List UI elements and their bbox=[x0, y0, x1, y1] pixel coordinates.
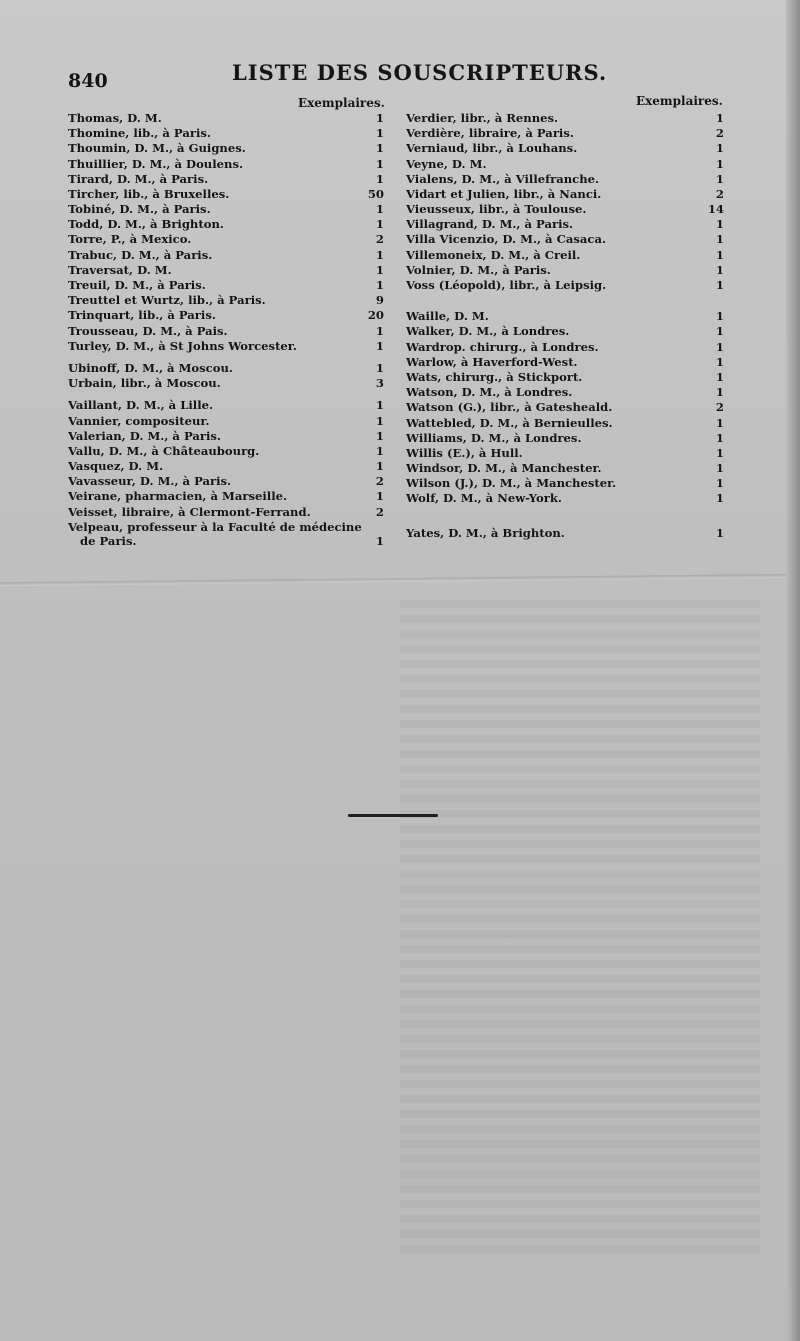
subscriber-name: Vavasseur, D. M., à Paris. bbox=[68, 474, 232, 489]
subscriber-name: Valerian, D. M., à Paris. bbox=[68, 428, 221, 443]
subscriber-entry bbox=[406, 217, 724, 232]
subscriber-entry bbox=[406, 370, 724, 385]
subscriber-entry bbox=[68, 444, 384, 459]
subscriber-name: Yates, D. M., à Brighton. bbox=[406, 525, 565, 540]
left-column bbox=[68, 111, 384, 549]
subscriber-entry bbox=[406, 126, 724, 141]
subscriber-entry bbox=[406, 263, 724, 278]
bleed-through-texture bbox=[400, 600, 760, 1260]
subscriber-entry bbox=[68, 217, 384, 232]
subscriber-entry bbox=[406, 172, 724, 187]
subscriber-name: Trabuc, D. M., à Paris. bbox=[68, 247, 213, 262]
subscriber-entry bbox=[68, 187, 384, 202]
page-edge bbox=[786, 0, 800, 1341]
subscriber-name: Torre, P., à Mexico. bbox=[68, 232, 192, 247]
subscriber-name: Verdière, libraire, à Paris. bbox=[406, 126, 574, 141]
subscriber-entry bbox=[406, 385, 724, 400]
copies-count: 1 bbox=[375, 413, 384, 428]
subscriber-name: Windsor, D. M., à Manchester. bbox=[406, 461, 602, 476]
subscriber-entry bbox=[68, 172, 384, 187]
copies-count: 20 bbox=[367, 308, 384, 323]
copies-count: 1 bbox=[715, 525, 724, 540]
copies-count: 1 bbox=[715, 339, 724, 354]
subscriber-entry bbox=[406, 309, 724, 324]
subscriber-entry bbox=[406, 492, 724, 507]
copies-count: 2 bbox=[375, 504, 384, 519]
copies-count: 2 bbox=[375, 474, 384, 489]
subscriber-entry bbox=[406, 111, 724, 126]
subscriber-name: Urbain, libr., à Moscou. bbox=[68, 376, 221, 391]
subscriber-entry bbox=[406, 141, 724, 156]
subscriber-entry bbox=[406, 446, 724, 461]
copies-count: 1 bbox=[375, 171, 384, 186]
subscriber-group-v bbox=[406, 111, 724, 293]
subscriber-name: Thomine, lib., à Paris. bbox=[68, 126, 211, 141]
subscriber-name: Veirane, pharmacien, à Marseille. bbox=[68, 489, 288, 504]
copies-count: 1 bbox=[715, 156, 724, 171]
subscriber-entry bbox=[68, 141, 384, 156]
subscriber-entry bbox=[68, 324, 384, 339]
subscriber-entry bbox=[68, 111, 384, 126]
subscriber-name: Tirard, D. M., à Paris. bbox=[68, 171, 209, 186]
subscriber-name: Veyne, D. M. bbox=[406, 156, 487, 171]
subscriber-entry bbox=[68, 339, 384, 354]
subscriber-name: Volnier, D. M., à Paris. bbox=[406, 262, 551, 277]
page-number: 840 bbox=[68, 70, 108, 92]
right-column bbox=[406, 111, 724, 541]
copies-count: 1 bbox=[375, 110, 384, 125]
subscriber-name-continued: de Paris. bbox=[80, 533, 137, 548]
subscriber-name: Thomas, D. M. bbox=[68, 110, 162, 125]
copies-count: 1 bbox=[715, 232, 724, 247]
subscriber-name: Turley, D. M., à St Johns Worcester. bbox=[68, 338, 297, 353]
subscriber-entry bbox=[68, 459, 384, 474]
copies-header-right: Exemplaires. bbox=[636, 94, 723, 108]
subscriber-entry bbox=[406, 340, 724, 355]
subscriber-entry bbox=[68, 520, 384, 549]
copies-count: 1 bbox=[375, 489, 384, 504]
subscriber-name: Todd, D. M., à Brighton. bbox=[68, 217, 224, 232]
copies-count: 1 bbox=[375, 533, 384, 548]
subscriber-entry bbox=[406, 461, 724, 476]
subscriber-name: Velpeau, professeur à la Faculté de médecine bbox=[68, 519, 362, 534]
subscriber-name: Verdier, libr., à Rennes. bbox=[406, 110, 559, 125]
subscriber-group-y bbox=[406, 526, 724, 541]
copies-count: 1 bbox=[375, 428, 384, 443]
copies-count: 1 bbox=[715, 476, 724, 491]
copies-count: 1 bbox=[715, 491, 724, 506]
subscriber-entry bbox=[406, 400, 724, 415]
subscriber-name: Voss (Léopold), libr., à Leipsig. bbox=[406, 278, 607, 293]
subscriber-name: Vialens, D. M., à Villefranche. bbox=[406, 171, 600, 186]
subscriber-name: Ubinoff, D. M., à Moscou. bbox=[68, 360, 233, 375]
copies-count: 1 bbox=[375, 398, 384, 413]
copies-count: 1 bbox=[715, 445, 724, 460]
subscriber-group-u bbox=[68, 361, 384, 391]
subscriber-name: Wattebled, D. M., à Bernieulles. bbox=[406, 415, 613, 430]
subscriber-entry bbox=[68, 248, 384, 263]
subscriber-name: Wilson (J.), D. M., à Manchester. bbox=[406, 476, 617, 491]
copies-count: 9 bbox=[375, 293, 384, 308]
subscriber-entry bbox=[68, 474, 384, 489]
subscriber-name: Tobiné, D. M., à Paris. bbox=[68, 202, 211, 217]
subscriber-entry bbox=[68, 429, 384, 444]
subscriber-name: Tircher, lib., à Bruxelles. bbox=[68, 186, 230, 201]
copies-count: 1 bbox=[375, 156, 384, 171]
copies-count: 1 bbox=[715, 415, 724, 430]
subscriber-entry bbox=[68, 126, 384, 141]
subscriber-name: Trinquart, lib., à Paris. bbox=[68, 308, 216, 323]
copies-count: 3 bbox=[375, 376, 384, 391]
subscriber-entry bbox=[406, 248, 724, 263]
subscriber-entry bbox=[68, 202, 384, 217]
copies-count: 1 bbox=[715, 369, 724, 384]
subscriber-name: Thoumin, D. M., à Guignes. bbox=[68, 141, 246, 156]
subscriber-name: Willis (E.), à Hull. bbox=[406, 445, 523, 460]
copies-count: 1 bbox=[375, 323, 384, 338]
subscriber-entry bbox=[68, 376, 384, 391]
copies-count: 1 bbox=[715, 171, 724, 186]
subscriber-entry bbox=[406, 202, 724, 217]
subscriber-name: Williams, D. M., à Londres. bbox=[406, 430, 582, 445]
page-title: LISTE DES SOUSCRIPTEURS. bbox=[232, 60, 608, 85]
subscriber-entry bbox=[68, 308, 384, 323]
copies-count: 1 bbox=[715, 309, 724, 324]
copies-count: 2 bbox=[715, 400, 724, 415]
subscriber-name: Wolf, D. M., à New-York. bbox=[406, 491, 562, 506]
subscriber-name: Thuillier, D. M., à Doulens. bbox=[68, 156, 244, 171]
copies-count: 1 bbox=[715, 324, 724, 339]
subscriber-name: Treuil, D. M., à Paris. bbox=[68, 278, 206, 293]
copies-count: 1 bbox=[375, 459, 384, 474]
subscriber-name: Villagrand, D. M., à Paris. bbox=[406, 217, 574, 232]
subscriber-name: Vannier, compositeur. bbox=[68, 413, 210, 428]
subscriber-entry bbox=[406, 324, 724, 339]
subscriber-name: Walker, D. M., à Londres. bbox=[406, 324, 570, 339]
copies-count: 14 bbox=[707, 202, 724, 217]
subscriber-entry bbox=[68, 293, 384, 308]
subscriber-name: Watson (G.), libr., à Gatesheald. bbox=[406, 400, 613, 415]
subscriber-entry bbox=[406, 187, 724, 202]
subscriber-entry bbox=[406, 416, 724, 431]
subscriber-name: Wardrop. chirurg., à Londres. bbox=[406, 339, 599, 354]
subscriber-entry bbox=[68, 278, 384, 293]
subscriber-entry bbox=[406, 355, 724, 370]
subscriber-name: Vallu, D. M., à Châteaubourg. bbox=[68, 443, 260, 458]
subscriber-name: Watson, D. M., à Londres. bbox=[406, 385, 573, 400]
copies-count: 1 bbox=[715, 141, 724, 156]
subscriber-name: Vidart et Julien, libr., à Nanci. bbox=[406, 186, 602, 201]
copies-count: 1 bbox=[375, 141, 384, 156]
subscriber-entry bbox=[406, 233, 724, 248]
subscriber-name: Vaillant, D. M., à Lille. bbox=[68, 398, 214, 413]
copies-count: 1 bbox=[715, 430, 724, 445]
copies-count: 1 bbox=[375, 262, 384, 277]
copies-count: 2 bbox=[715, 126, 724, 141]
copies-count: 1 bbox=[715, 354, 724, 369]
copies-count: 1 bbox=[375, 338, 384, 353]
copies-count: 50 bbox=[367, 186, 384, 201]
subscriber-entry bbox=[68, 505, 384, 520]
page-fold bbox=[0, 574, 800, 586]
copies-count: 1 bbox=[375, 202, 384, 217]
copies-count: 1 bbox=[375, 126, 384, 141]
subscriber-name: Villa Vicenzio, D. M., à Casaca. bbox=[406, 232, 606, 247]
subscriber-name: Vasquez, D. M. bbox=[68, 459, 164, 474]
copies-count: 2 bbox=[715, 186, 724, 201]
subscriber-name: Vieusseux, libr., à Toulouse. bbox=[406, 202, 587, 217]
subscriber-entry bbox=[68, 490, 384, 505]
subscriber-entry bbox=[406, 476, 724, 491]
copies-header-left: Exemplaires. bbox=[298, 96, 385, 110]
subscriber-name: Warlow, à Haverford-West. bbox=[406, 354, 578, 369]
copies-count: 1 bbox=[375, 360, 384, 375]
copies-count: 1 bbox=[715, 110, 724, 125]
subscriber-entry bbox=[68, 398, 384, 413]
subscriber-group-v bbox=[68, 398, 384, 520]
subscriber-group-w bbox=[406, 309, 724, 506]
copies-count: 1 bbox=[715, 262, 724, 277]
section-divider bbox=[348, 814, 438, 817]
subscriber-group-t bbox=[68, 111, 384, 354]
subscriber-entry bbox=[406, 431, 724, 446]
subscriber-name: Veisset, libraire, à Clermont-Ferrand. bbox=[68, 504, 311, 519]
copies-count: 1 bbox=[715, 461, 724, 476]
copies-count: 1 bbox=[375, 247, 384, 262]
subscriber-entry bbox=[68, 361, 384, 376]
subscriber-entry bbox=[68, 263, 384, 278]
copies-count: 1 bbox=[715, 278, 724, 293]
copies-count: 1 bbox=[715, 385, 724, 400]
copies-count: 1 bbox=[715, 217, 724, 232]
copies-count: 2 bbox=[375, 232, 384, 247]
copies-count: 1 bbox=[375, 217, 384, 232]
subscriber-name: Treuttel et Wurtz, lib., à Paris. bbox=[68, 293, 266, 308]
subscriber-name: Waille, D. M. bbox=[406, 309, 489, 324]
copies-count: 1 bbox=[375, 443, 384, 458]
subscriber-name: Traversat, D. M. bbox=[68, 262, 172, 277]
subscriber-entry bbox=[406, 526, 724, 541]
subscriber-entry bbox=[406, 157, 724, 172]
subscriber-name: Wats, chirurg., à Stickport. bbox=[406, 369, 583, 384]
copies-count: 1 bbox=[375, 278, 384, 293]
subscriber-name: Verniaud, libr., à Louhans. bbox=[406, 141, 578, 156]
subscriber-entry bbox=[68, 414, 384, 429]
subscriber-name: Trousseau, D. M., à Pais. bbox=[68, 323, 228, 338]
subscriber-entry bbox=[68, 233, 384, 248]
subscriber-name: Villemoneix, D. M., à Creil. bbox=[406, 247, 581, 262]
copies-count: 1 bbox=[715, 247, 724, 262]
subscriber-entry bbox=[68, 157, 384, 172]
subscriber-entry bbox=[406, 278, 724, 293]
